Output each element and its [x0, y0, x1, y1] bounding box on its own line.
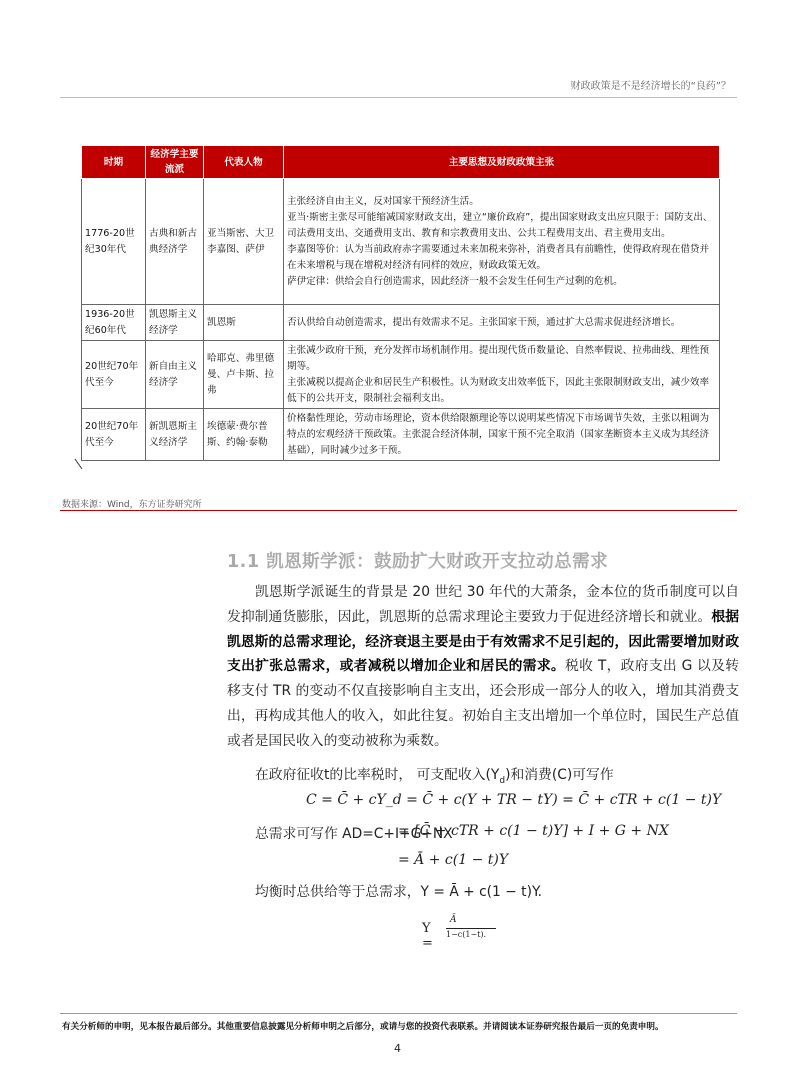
idea-line: 萨伊定律：供给会自行创造需求，因此经济一般不会发生任何生产过剩的危机。: [287, 275, 623, 287]
idea-line: 主张经济自由主义，反对国家干预经济生活。: [287, 195, 479, 207]
cell-people: 亚当斯密、大卫李嘉图、萨伊: [204, 179, 284, 305]
footer-divider: [60, 1013, 737, 1014]
body-paragraph: [227, 580, 739, 754]
table-corner-mark: [74, 458, 83, 470]
idea-line: 亚当·斯密主张尽可能缩减国家财政支出，建立“廉价政府”，提出国家财政支出应只限于：国防支出、司法费用支出、交通费用支出、教育和宗教费用支出、公共工程费用支出、君主费用支出。: [287, 211, 713, 239]
cell-period: 1936-20世纪60年代: [82, 305, 146, 341]
section-divider: [60, 510, 737, 511]
cell-school: 凯恩斯主义经济学: [146, 305, 204, 341]
school-table: [81, 145, 720, 461]
idea-line: 否认供给自动创造需求，提出有效需求不足。主张国家干预，通过扩大总需求促进经济增长。: [287, 316, 681, 328]
equation-ad-expanded: = [C̄ + cTR + c(1 − t)Y] + I + G + NX: [398, 823, 669, 839]
formula-intro-text: 在政府征收t的比率税时， 可支配收入(Y: [255, 767, 500, 783]
formula-intro-tail: )和消费(C)可写作: [505, 767, 614, 783]
table-row: [82, 341, 720, 409]
table-row: [82, 305, 720, 341]
report-header-title: 财政政策是不是经济增长的“良药”？: [570, 81, 731, 92]
idea-line: 李嘉图等价：认为当前政府赤字需要通过未来加税来弥补，消费者具有前瞻性，使得政府现在借贷并在未来增税与现在增税对经济有同样的效应，财政政策无效。: [287, 243, 710, 271]
cell-ideas: [284, 341, 720, 409]
cell-people: 凯恩斯: [204, 305, 284, 341]
section-title: 1.1 凯恩斯学派：鼓励扩大财政开支拉动总需求: [227, 552, 609, 572]
fraction-bar: [446, 928, 496, 929]
equation-consumption: C = C̄ + cY_d = C̄ + c(Y + TR − tY) = C̄ + cTR + c(1 − t)Y: [306, 792, 722, 808]
para-intro: 凯恩斯学派诞生的背景是 20 世纪 30 年代的大萧条，金本位的货币制度可以自发抑制通货膨胀，因此，凯恩斯的总需求理论主要致力于促进经济增长和就业。: [227, 584, 739, 625]
col-header-ideas: 主要思想及财政政策主张: [284, 146, 720, 179]
idea-line: 主张减税以提高企业和居民生产积极性。认为财政支出效率低下，因此主张限制财政支出，减少效率低下的公共开支，限制社会福利支出。: [287, 376, 710, 404]
header-divider: [60, 97, 737, 98]
cell-people: 埃德蒙·费尔普斯、约翰·泰勒: [204, 409, 284, 461]
col-header-period: 时期: [82, 146, 146, 179]
data-source: 数据来源：Wind，东方证券研究所: [62, 500, 202, 510]
cell-period: 1776-20世纪30年代: [82, 179, 146, 305]
cell-people: 哈耶克、弗里德曼、卢卡斯、拉弗: [204, 341, 284, 409]
footer-disclaimer: 有关分析师的申明，见本报告最后部分。其他重要信息披露见分析师申明之后部分，或请与您的投资代表联系。并请阅读本证券研究报告最后一页的免责申明。: [62, 1022, 664, 1032]
page-number: 4: [394, 1042, 401, 1055]
para-bold: 根据凯恩斯的总需求理论，经济衰退主要是由于有效需求不足引起的，因此需要增加财政支出扩张总需求，或者减税以增加企业和居民的需求。: [227, 608, 740, 675]
aggregate-demand-line: 总需求可写作 AD=C+I+G+NX: [255, 826, 453, 842]
col-header-school: 经济学主要流派: [146, 146, 204, 179]
idea-line: 主张减少政府干预，充分发挥市场机制作用。提出现代货币数量论、自然率假说、拉弗曲线、理性预期等。: [287, 344, 710, 372]
cell-period: 20世纪70年代至今: [82, 341, 146, 409]
formula-intro-line: [255, 763, 614, 786]
equation-ad-simplified: = Ā + c(1 − t)Y: [398, 852, 509, 868]
para-tail: 税收 T，政府支出 G 以及转移支付 TR 的变动不仅直接影响自主支出，还会形成一部分人的收入，增加其消费支出，再构成其他人的收入，如此往复。初始自主支出增加一个单位时，国民生产总值或者是国民收入的变动被称为乘数。: [227, 658, 739, 749]
formula-intro-sub: d: [499, 775, 506, 786]
cell-period: 20世纪70年代至今: [82, 409, 146, 461]
idea-line: 价格黏性理论，劳动市场理论，资本供给限额理论等以说明某些情况下市场调节失效，主张以粗调为特点的宏观经济干预政策。主张混合经济体制，国家干预不完全取消（国家垄断资本主义成为其经济基础），同时减少过多干预。: [287, 412, 710, 456]
fraction-denominator: 1−c(1−t).: [446, 930, 487, 939]
equilibrium-line: 均衡时总供给等于总需求，Y = Ā + c(1 − t)Y.: [255, 884, 542, 900]
cell-ideas: [284, 409, 720, 461]
cell-ideas: [284, 179, 720, 305]
cell-school: 新凯恩斯主义经济学: [146, 409, 204, 461]
table-row: [82, 179, 720, 305]
table-row: [82, 409, 720, 461]
cell-ideas: [284, 305, 720, 341]
cell-school: 古典和新古典经济学: [146, 179, 204, 305]
table-header-row: [82, 146, 720, 179]
col-header-people: 代表人物: [204, 146, 284, 179]
cell-school: 新自由主义经济学: [146, 341, 204, 409]
fraction-lhs: Y =: [422, 921, 433, 951]
fraction-numerator: Ā: [450, 915, 457, 925]
